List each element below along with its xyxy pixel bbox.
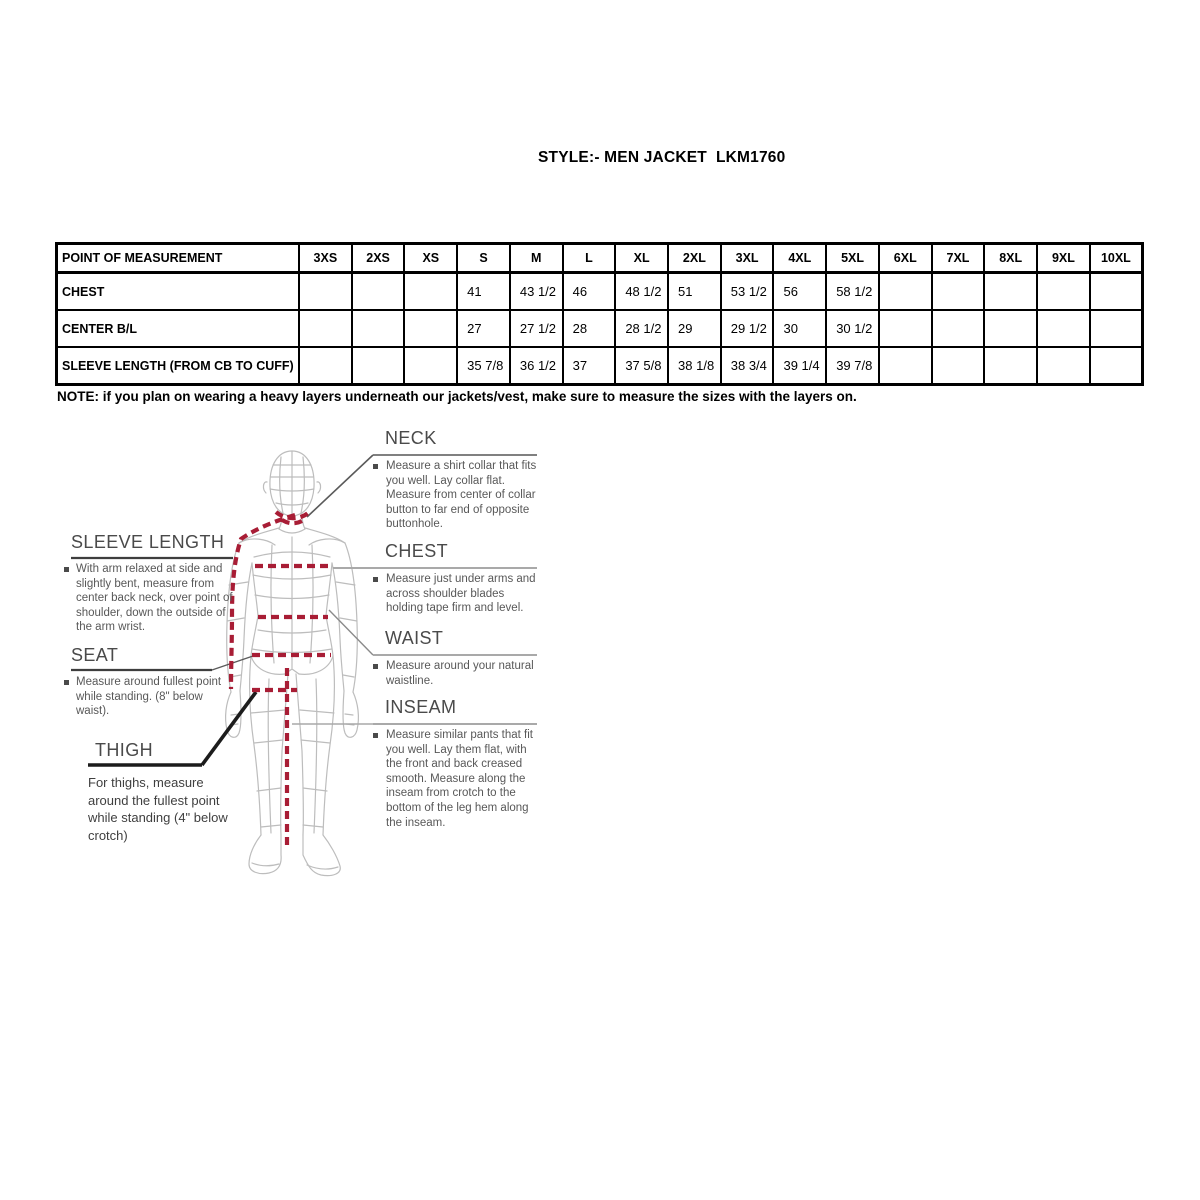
guide-chest xyxy=(373,540,539,616)
column-header-size: S xyxy=(457,244,510,273)
guide-inseam xyxy=(373,696,539,830)
size-chart xyxy=(55,242,1144,386)
size-value-cell xyxy=(932,347,985,385)
size-value-cell: 28 1/2 xyxy=(615,310,668,347)
bullet-icon xyxy=(373,464,378,469)
column-header-size: M xyxy=(510,244,563,273)
size-value-cell xyxy=(352,273,405,311)
guide-sleeve-length xyxy=(64,531,234,635)
size-value-cell xyxy=(352,310,405,347)
waist-label: WAIST xyxy=(385,628,444,648)
bullet-icon xyxy=(64,567,69,572)
measurement-diagram xyxy=(55,425,545,885)
size-chart-header-row xyxy=(57,244,1143,273)
column-header-point-of-measurement: POINT OF MEASUREMENT xyxy=(57,244,300,273)
column-header-size: L xyxy=(563,244,616,273)
waist-description: Measure around your natural waistline. xyxy=(386,660,534,687)
waist-leader-line xyxy=(329,610,373,655)
column-header-size: 7XL xyxy=(932,244,985,273)
seat-label: SEAT xyxy=(71,645,119,665)
size-value-cell xyxy=(1090,310,1143,347)
note-text: NOTE: if you plan on wearing a heavy layers underneath our jackets/vest, make sure to measure the sizes with the layers on. xyxy=(57,389,857,404)
bullet-icon xyxy=(373,664,378,669)
size-value-cell: 37 xyxy=(563,347,616,385)
neck-description: Measure a shirt collar that fits you well. Lay collar flat. Measure from center of collar button to far end of opposite buttonhole. xyxy=(386,460,537,531)
collar-measure-line xyxy=(282,520,302,523)
size-value-cell xyxy=(984,347,1037,385)
column-header-size: 2XL xyxy=(668,244,721,273)
size-value-cell xyxy=(1037,347,1090,385)
thigh-description: For thighs, measure around the fullest point while standing (4" below crotch) xyxy=(88,775,228,843)
seat-description: Measure around fullest point while standing. (8" below waist). xyxy=(76,676,222,718)
size-value-cell: 29 1/2 xyxy=(721,310,774,347)
chest-description: Measure just under arms and across shoulder blades holding tape firm and level. xyxy=(386,573,536,615)
size-chart-row xyxy=(57,273,1143,311)
thigh-label: THIGH xyxy=(95,740,153,760)
size-value-cell xyxy=(984,310,1037,347)
size-value-cell xyxy=(932,273,985,311)
inseam-description: Measure similar pants that fit you well. Lay them flat, with the front and back creased smooth. Measure along the inseam from crotch to the bottom of the leg hem along the inseam. xyxy=(386,729,534,829)
bullet-icon xyxy=(64,680,69,685)
size-value-cell: 43 1/2 xyxy=(510,273,563,311)
size-value-cell xyxy=(1037,273,1090,311)
size-value-cell: 37 5/8 xyxy=(615,347,668,385)
size-value-cell xyxy=(879,273,932,311)
size-value-cell xyxy=(299,273,352,311)
column-header-size: 3XL xyxy=(721,244,774,273)
size-value-cell: 30 1/2 xyxy=(826,310,879,347)
sleeve-length-label: SLEEVE LENGTH xyxy=(71,532,225,552)
size-value-cell xyxy=(299,310,352,347)
column-header-size: 6XL xyxy=(879,244,932,273)
size-value-cell xyxy=(299,347,352,385)
column-header-size: 2XS xyxy=(352,244,405,273)
size-value-cell: 38 1/8 xyxy=(668,347,721,385)
size-value-cell: 39 1/4 xyxy=(773,347,826,385)
column-header-size: 8XL xyxy=(984,244,1037,273)
inseam-label: INSEAM xyxy=(385,697,457,717)
size-value-cell: 51 xyxy=(668,273,721,311)
neck-label: NECK xyxy=(385,428,437,448)
bullet-icon xyxy=(373,733,378,738)
size-value-cell xyxy=(352,347,405,385)
column-header-size: 9XL xyxy=(1037,244,1090,273)
size-value-cell: 38 3/4 xyxy=(721,347,774,385)
size-value-cell: 56 xyxy=(773,273,826,311)
chest-label: CHEST xyxy=(385,541,449,561)
neck-leader-line xyxy=(307,455,373,517)
size-value-cell xyxy=(879,347,932,385)
size-value-cell xyxy=(1037,310,1090,347)
size-chart-table xyxy=(55,242,1144,386)
guide-thigh xyxy=(88,739,238,844)
sleeve-measure-line xyxy=(231,515,295,689)
size-value-cell: 27 xyxy=(457,310,510,347)
size-value-cell xyxy=(404,347,457,385)
size-value-cell xyxy=(879,310,932,347)
size-chart-row xyxy=(57,347,1143,385)
row-label: CHEST xyxy=(57,273,300,311)
column-header-size: 4XL xyxy=(773,244,826,273)
sleeve-length-description: With arm relaxed at side and slightly bent, measure from center back neck, over point of shoulder, down the outside of the arm wrist. xyxy=(76,563,233,634)
column-header-size: 5XL xyxy=(826,244,879,273)
size-value-cell: 48 1/2 xyxy=(615,273,668,311)
size-value-cell xyxy=(932,310,985,347)
size-value-cell: 27 1/2 xyxy=(510,310,563,347)
size-value-cell: 46 xyxy=(563,273,616,311)
row-label: CENTER B/L xyxy=(57,310,300,347)
column-header-size: 10XL xyxy=(1090,244,1143,273)
size-value-cell: 39 7/8 xyxy=(826,347,879,385)
size-value-cell: 30 xyxy=(773,310,826,347)
size-value-cell: 35 7/8 xyxy=(457,347,510,385)
guide-neck xyxy=(373,427,539,532)
size-value-cell: 28 xyxy=(563,310,616,347)
size-value-cell: 41 xyxy=(457,273,510,311)
size-value-cell: 36 1/2 xyxy=(510,347,563,385)
column-header-size: XL xyxy=(615,244,668,273)
guide-waist xyxy=(373,627,539,688)
column-header-size: XS xyxy=(404,244,457,273)
bullet-icon xyxy=(373,577,378,582)
column-header-size: 3XS xyxy=(299,244,352,273)
size-value-cell xyxy=(984,273,1037,311)
size-value-cell xyxy=(404,273,457,311)
size-value-cell xyxy=(404,310,457,347)
size-value-cell: 58 1/2 xyxy=(826,273,879,311)
size-value-cell: 53 1/2 xyxy=(721,273,774,311)
guide-seat xyxy=(64,644,234,719)
size-value-cell xyxy=(1090,347,1143,385)
size-value-cell xyxy=(1090,273,1143,311)
size-chart-row xyxy=(57,310,1143,347)
page-title: STYLE:- MEN JACKET LKM1760 xyxy=(538,149,786,166)
size-value-cell: 29 xyxy=(668,310,721,347)
row-label: SLEEVE LENGTH (FROM CB TO CUFF) xyxy=(57,347,300,385)
